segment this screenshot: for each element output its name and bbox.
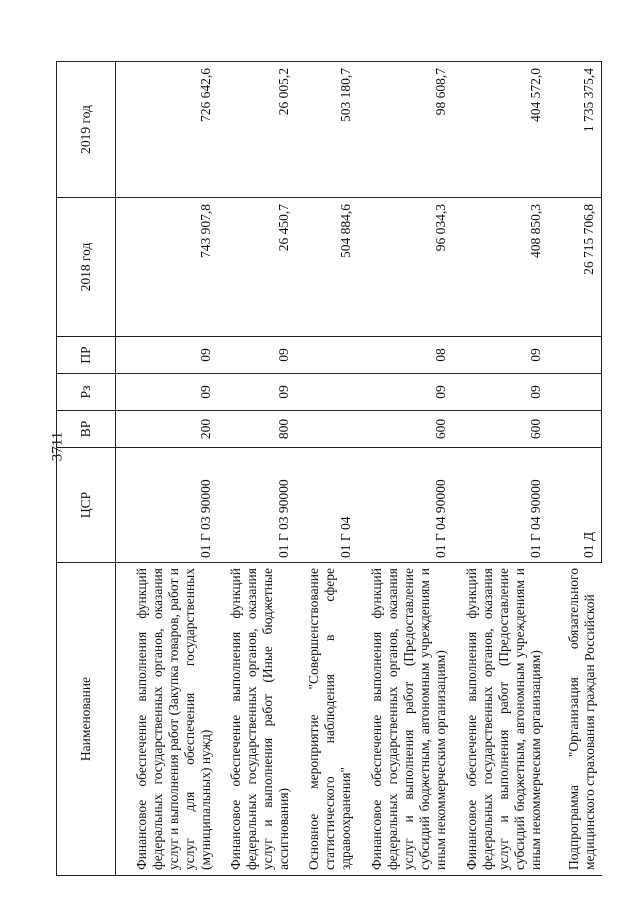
row-2019: 726 642,6 (116, 62, 218, 198)
row-vr: 600 (358, 411, 453, 448)
row-name: Основное мероприятие "Совершенствование статистического наблюдения в сфере здравоохранения" (296, 563, 358, 876)
table-row (548, 62, 602, 876)
row-vr: 200 (116, 411, 218, 448)
page-number: 3711 (49, 431, 66, 462)
table-header-row (57, 62, 116, 876)
row-pr: 09 (453, 337, 548, 374)
header-vr: ВР (57, 411, 116, 448)
table-row (453, 62, 548, 876)
row-2018: 26 450,7 (218, 198, 296, 337)
row-rz: 09 (453, 374, 548, 411)
row-2019: 1 735 375,4 (548, 62, 602, 198)
row-csr: 01 Г 03 90000 (116, 448, 218, 563)
row-vr (548, 411, 602, 448)
row-2018: 96 034,3 (358, 198, 453, 337)
row-pr (296, 337, 358, 374)
header-name: Наименование (57, 563, 116, 876)
row-2019: 98 608,7 (358, 62, 453, 198)
row-2018: 504 884,6 (296, 198, 358, 337)
row-csr: 01 Г 04 (296, 448, 358, 563)
row-name: Финансовое обеспечение выполнения функций федеральных государственных органов, оказания услуг и выполнения работ (Иные бюджетные ассигнования) (218, 563, 296, 876)
header-2019: 2019 год (57, 62, 116, 198)
table-row (358, 62, 453, 876)
row-name: Финансовое обеспечение выполнения функций федеральных государственных органов, оказания услуг и выполнения работ (Предоставление субсидий бюджетным, автономным учреждениям и иным некоммерческим организациям) (358, 563, 453, 876)
row-2019: 404 572,0 (453, 62, 548, 198)
row-vr (296, 411, 358, 448)
header-2018: 2018 год (57, 198, 116, 337)
row-rz: 09 (358, 374, 453, 411)
header-pr: ПР (57, 337, 116, 374)
row-pr (548, 337, 602, 374)
row-csr: 01 Г 04 90000 (453, 448, 548, 563)
budget-table-page (56, 62, 612, 876)
row-name: Финансовое обеспечение выполнения функций федеральных государственных органов, оказания услуг и выполнения работ (Предоставление субсидий бюджетным, автономным учреждениям и иным некоммерческим организациям) (453, 563, 548, 876)
table-row (218, 62, 296, 876)
row-2018: 26 715 706,8 (548, 198, 602, 337)
row-csr: 01 Д (548, 448, 602, 563)
row-rz (548, 374, 602, 411)
row-2018: 408 850,3 (453, 198, 548, 337)
header-rz: Рз (57, 374, 116, 411)
table-row (296, 62, 358, 876)
header-csr: ЦСР (57, 448, 116, 563)
table-row (116, 62, 218, 876)
budget-table (56, 61, 602, 876)
row-rz (296, 374, 358, 411)
row-rz: 09 (116, 374, 218, 411)
row-2019: 26 005,2 (218, 62, 296, 198)
row-pr: 09 (218, 337, 296, 374)
row-pr: 09 (116, 337, 218, 374)
row-2018: 743 907,8 (116, 198, 218, 337)
row-csr: 01 Г 03 90000 (218, 448, 296, 563)
row-csr: 01 Г 04 90000 (358, 448, 453, 563)
row-name: Подпрограмма "Организация обязательного медицинского страхования граждан Российской (548, 563, 602, 876)
row-2019: 503 180,7 (296, 62, 358, 198)
row-rz: 09 (218, 374, 296, 411)
row-vr: 800 (218, 411, 296, 448)
row-vr: 600 (453, 411, 548, 448)
row-name: Финансовое обеспечение выполнения функций федеральных государственных органов, оказания услуг и выполнения работ (Закупка товаров, работ и услуг для обеспечения государственных (муниципальных) нужд) (116, 563, 218, 876)
row-pr: 08 (358, 337, 453, 374)
